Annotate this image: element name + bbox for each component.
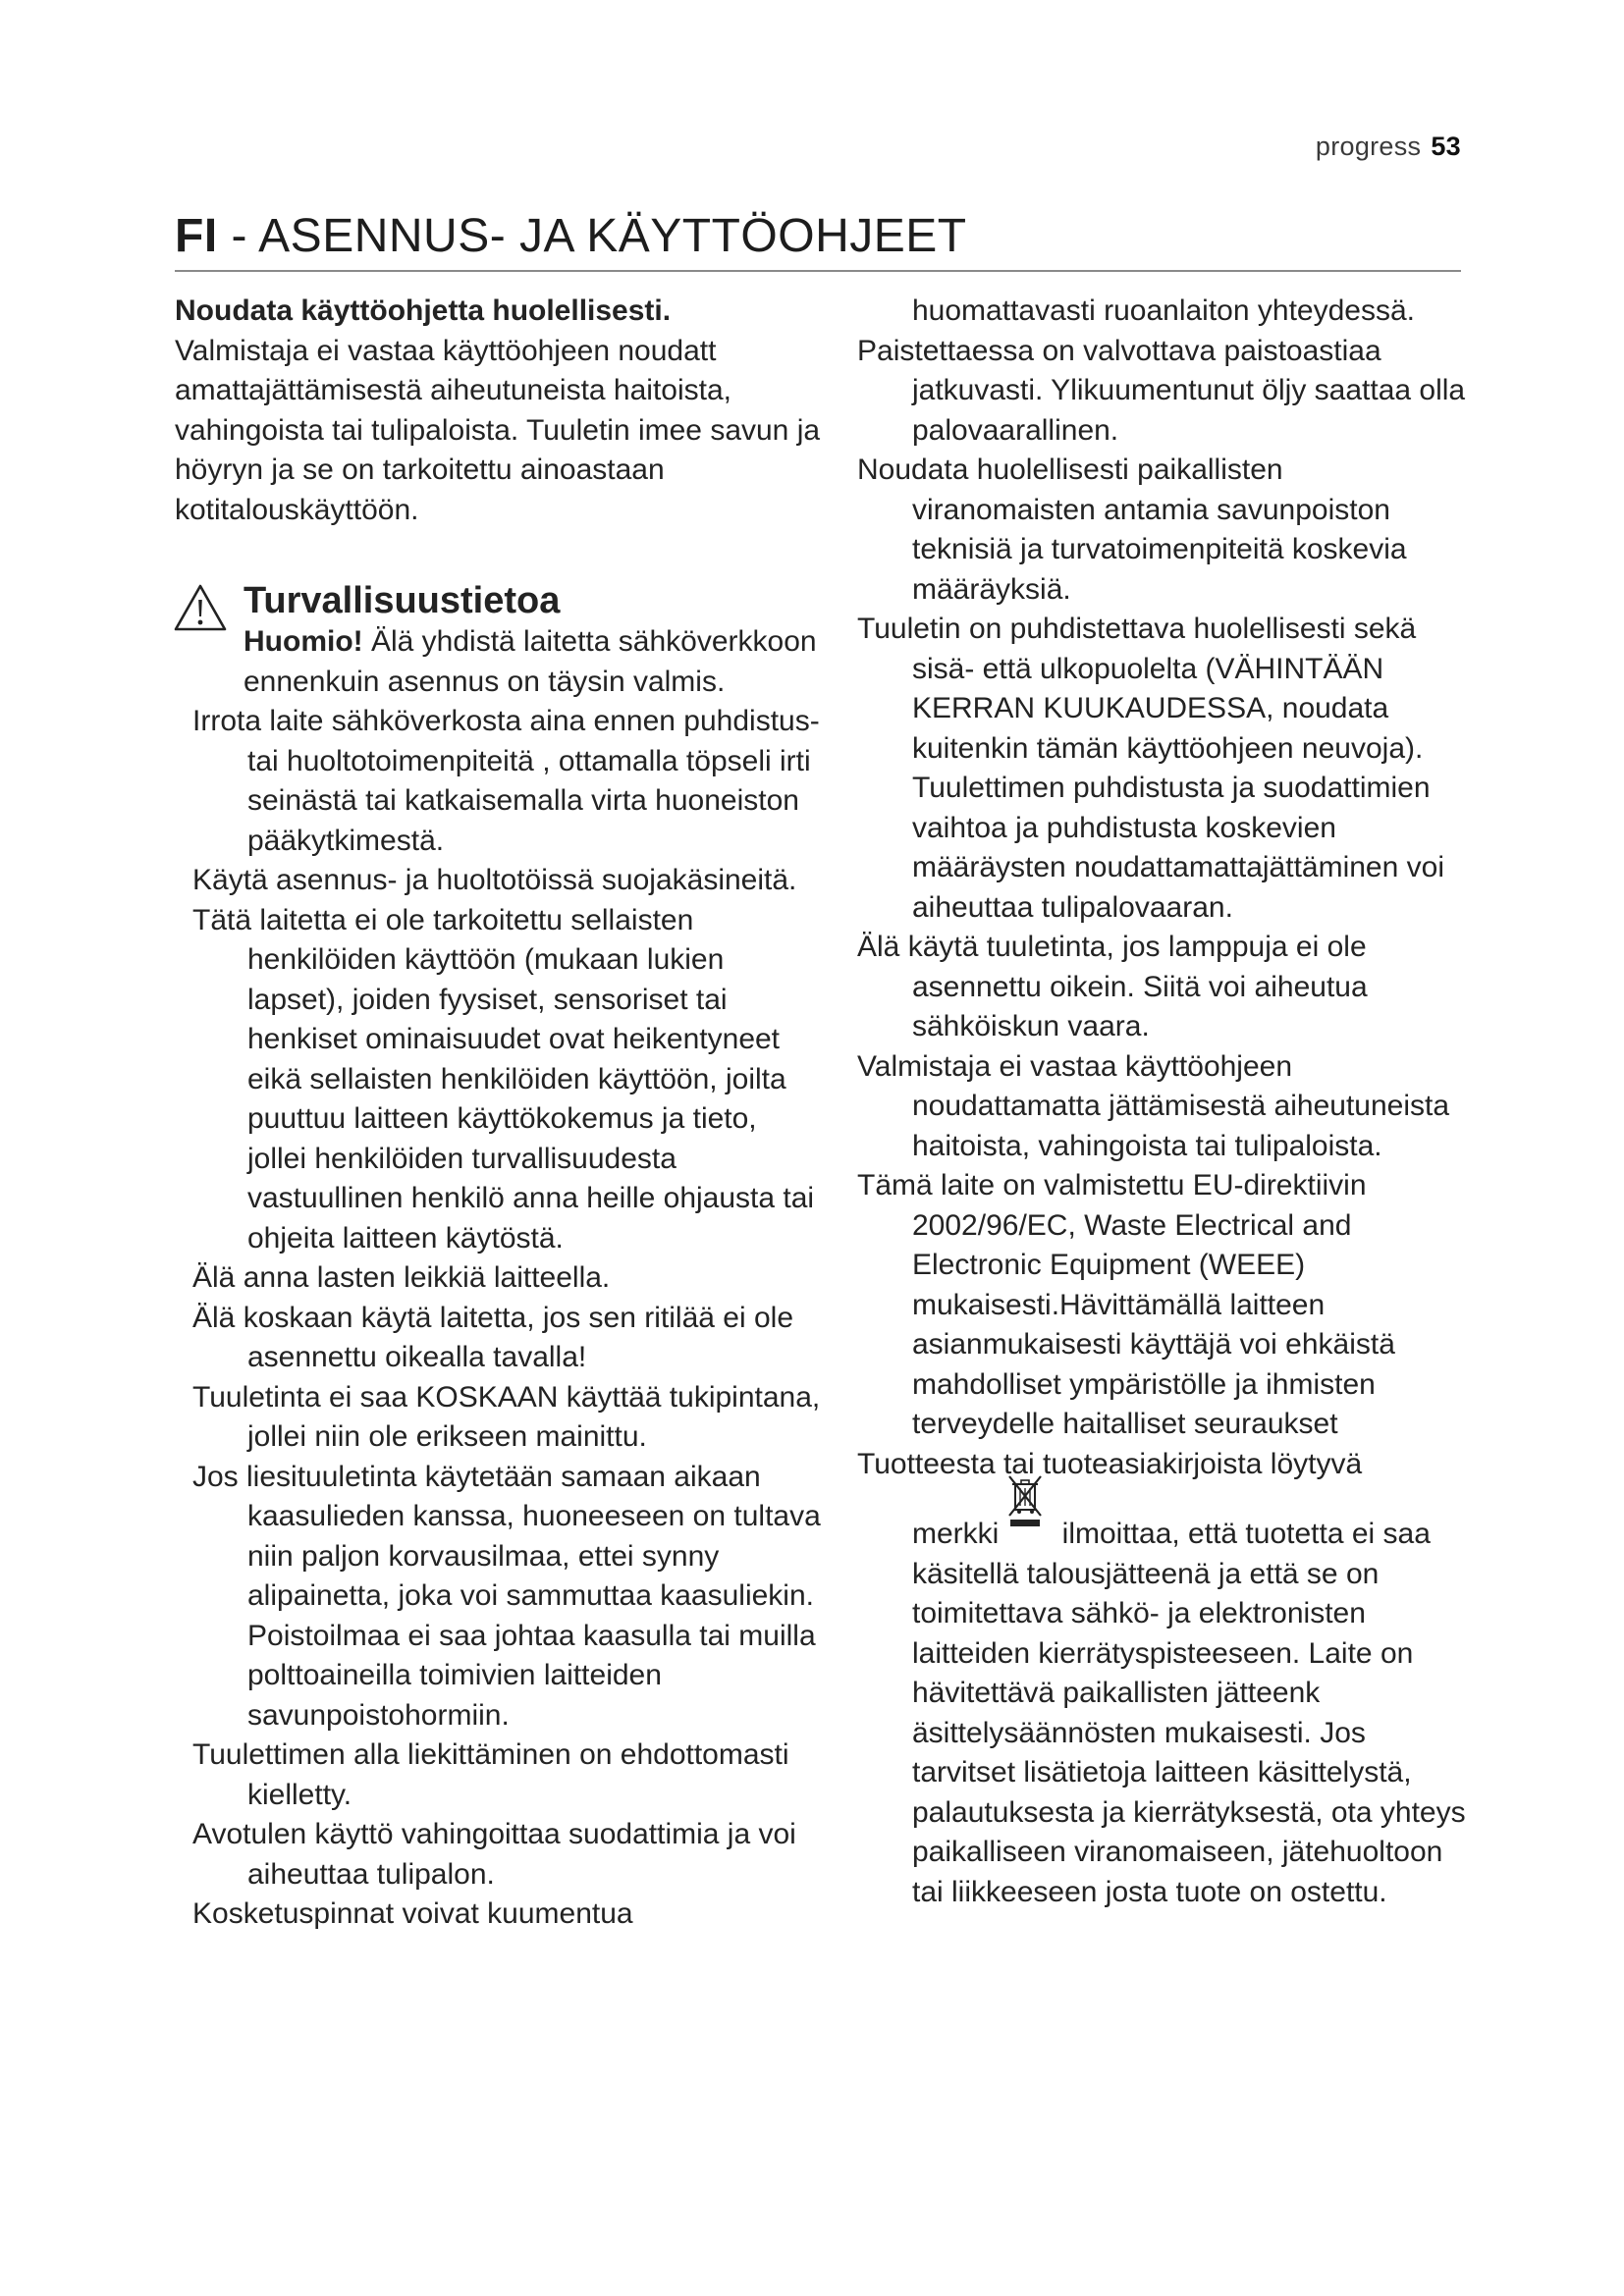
weee-paragraph [857, 1492, 1471, 1912]
intro-heading: Noudata käyttöohjetta huolellisesti. [175, 294, 672, 327]
note-text: Älä yhdistä laitetta sähköverkkoon ennenkuin asennus on täysin valmis. [244, 625, 817, 698]
intro-text: Valmistaja ei vastaa käyttöohjeen noudatt amattajättämisestä aiheutuneista haitoista, vahingoista tai tulipaloista. Tuuletin imee savun ja höyryn ja se on tarkoitettu ainoastaan kotitalouskäyttöön. [175, 334, 821, 526]
title-divider [175, 270, 1461, 272]
safety-item: Älä anna lasten leikkiä laitteella. [192, 1261, 611, 1294]
page-header [1316, 132, 1461, 162]
safety-item: Älä koskaan käytä laitetta, jos sen ritilää ei ole asennettu oikealla tavalla! [192, 1301, 793, 1373]
safety-item: Kosketuspinnat voivat kuumentua [192, 1897, 633, 1930]
weee-text-after: ilmoittaa, että tuotetta ei saa käsitellä talousjätteenä ja että se on toimitettava sähkö- ja elektronisten laitteiden kierrätyspisteeseen. Laite on hävitettävä paikallisten jätteenk äsittelysäännösten mukaisesti. Jos tarvitset lisätietoja laitteen käsittelystä, palautuksesta ja kierrätyksestä, ota yhteys paikalliseen viranomaiseen, jätehuoltoon tai liikkeeseen josta tuote on ostettu. [912, 1518, 1466, 1908]
page-number: 53 [1431, 132, 1461, 161]
safety-item: Valmistaja ei vastaa käyttöohjeen noudattamatta jättämisestä aiheutuneista haitoista, vahingoista tai tulipaloista. [857, 1049, 1450, 1162]
brand-name: progress [1315, 132, 1422, 161]
continued-text: huomattavasti ruoanlaiton yhteydessä. [912, 294, 1415, 327]
safety-item: Älä käytä tuuletinta, jos lamppuja ei ole asennettu oikein. Siitä voi aiheutua sähköiskun vaara. [857, 931, 1368, 1042]
safety-item: Noudata huolellisesti paikallisten viranomaisten antamia savunpoiston teknisiä ja turvatoimenpiteitä koskevia määräyksiä. [857, 454, 1407, 606]
safety-item: Tämä laite on valmistettu EU-direktiivin 2002/96/EC, Waste Electrical and Electronic Equipment (WEEE) mukaisesti.Hävittämällä laitteen asianmukaisesti käyttäjä voi ehkäistä mahdolliset ympäristölle ja ihmisten terveydelle haitalliset seuraukset [857, 1169, 1395, 1440]
safety-section-header [175, 579, 823, 702]
left-column [175, 292, 823, 1935]
weee-text-before: merkki [912, 1518, 1000, 1550]
title-text: - ASENNUS- JA KÄYTTÖOHJEET [217, 210, 967, 262]
right-column [857, 292, 1471, 1912]
safety-item: Käytä asennus- ja huoltotöissä suojakäsineitä. [192, 864, 797, 896]
safety-item: Jos liesituuletinta käytetään samaan aikaan kaasulieden kanssa, huoneeseen on tultava niin paljon korvausilmaa, ettei synny alipainetta, joka voi sammuttaa kaasuliekin. Poistoilmaa ei saa johtaa kaasulla tai muilla polttoaineilla toimivien laitteiden savunpoistohormiin. [192, 1460, 821, 1732]
warning-triangle-icon [173, 583, 228, 632]
note-label: Huomio! [244, 625, 363, 658]
page-title [175, 209, 967, 263]
safety-item: Tuulettimen alla liekittäminen on ehdottomasti kielletty. [192, 1738, 789, 1811]
safety-item: Tuotteesta tai tuoteasiakirjoista löytyvä [857, 1447, 1363, 1480]
safety-item: Tätä laitetta ei ole tarkoitettu sellaisten henkilöiden käyttöön (mukaan lukien lapset), joiden fyysiset, sensoriset tai henkiset ominaisuudet ovat heikentyneet eikä sellaisten henkilöiden käyttöön, joilta puuttuu laitteen käyttökokemus ja tieto, jollei henkilöiden turvallisuudesta vastuullinen henkilö anna heille ohjausta tai ohjeita laitteen käytöstä. [192, 903, 815, 1255]
safety-note [244, 622, 823, 702]
safety-item: Avotulen käyttö vahingoittaa suodattimia ja voi aiheuttaa tulipalon. [192, 1818, 796, 1891]
safety-item: Irrota laite sähköverkosta aina ennen puhdistus- tai huoltotoimenpiteitä , ottamalla töpseli irti seinästä tai katkaisemalla virta huoneiston pääkytkimestä. [192, 705, 820, 857]
crossed-out-bin-icon [1006, 1474, 1044, 1527]
language-code: FI [175, 210, 218, 262]
safety-title: Turvallisuustietoa [244, 580, 561, 621]
safety-item: Tuuletin on puhdistettava huolellisesti sekä sisä- että ulkopuolelta (VÄHINTÄÄN KERRAN KUUKAUDESSA, noudata kuitenkin tämän käyttöohjeen neuvoja). Tuulettimen puhdistusta ja suodattimien vaihtoa ja puhdistusta koskevien määräysten noudattamattajättäminen voi aiheuttaa tulipalovaaran. [857, 613, 1444, 924]
safety-item: Paistettaessa on valvottava paistoastiaa jatkuvasti. Ylikuumentunut öljy saattaa olla palovaarallinen. [857, 334, 1466, 447]
safety-item: Tuuletinta ei saa KOSKAAN käyttää tukipintana, jollei niin ole erikseen mainittu. [192, 1380, 821, 1453]
